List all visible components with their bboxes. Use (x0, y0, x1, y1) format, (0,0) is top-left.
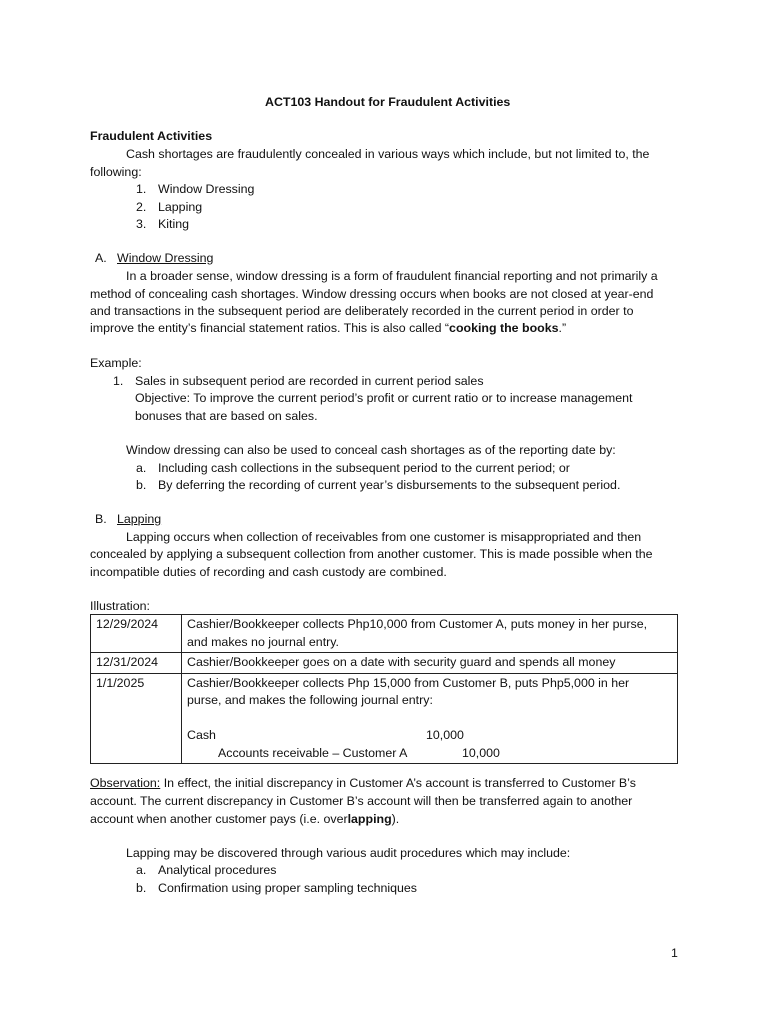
list-text: Confirmation using proper sampling techniques (158, 881, 417, 895)
journal-entry-credit (187, 745, 672, 763)
intro-paragraph-line-1: Cash shortages are fraudulently concealed in various ways which include, but not limited to, the (126, 147, 650, 161)
list-number: 1. (136, 182, 147, 196)
description-line: Cashier/Bookkeeper collects Php10,000 from Customer A, puts money in her purse, (187, 617, 648, 631)
credit-account: Accounts receivable – Customer A (218, 745, 408, 760)
list-text: Sales in subsequent period are recorded in current period sales (135, 374, 484, 388)
text-run: In effect, the initial discrepancy in Customer A’s account is transferred to Customer B’s (160, 776, 636, 790)
observation-line-1 (90, 775, 636, 791)
date-cell: 12/29/2024 (91, 615, 182, 653)
debit-amount: 10,000 (426, 728, 464, 742)
illustration-label: Illustration: (90, 599, 150, 613)
text-run: account when another customer pays (i.e. over (90, 812, 348, 826)
table-row (91, 673, 678, 764)
date-cell: 1/1/2025 (91, 673, 182, 764)
text-run: improve the entity’s financial statement ratios. This is also called “ (90, 321, 450, 335)
list-item (136, 216, 189, 232)
section-a-line-1: In a broader sense, window dressing is a form of fraudulent financial reporting and not primarily a (126, 269, 658, 283)
document-title: ACT103 Handout for Fraudulent Activities (265, 95, 511, 109)
discovery-intro: Lapping may be discovered through various audit procedures which may include: (126, 846, 571, 860)
illustration-table (90, 614, 678, 764)
section-a-line-4 (90, 320, 566, 336)
debit-account: Cash (187, 728, 216, 742)
section-letter: B. (95, 512, 107, 526)
intro-heading: Fraudulent Activities (90, 129, 213, 143)
journal-entry-debit (187, 727, 672, 745)
date-cell: 12/31/2024 (91, 653, 182, 674)
description-cell (182, 673, 678, 764)
list-text: Including cash collections in the subsequent period to the current period; or (158, 461, 570, 475)
credit-amount: 10,000 (462, 745, 500, 760)
table-row (91, 615, 678, 653)
emphasis-text: cooking the books (449, 321, 559, 335)
description-cell (182, 653, 678, 674)
section-a-line-2: method of concealing cash shortages. Window dressing occurs when books are not closed at year-end (90, 287, 654, 301)
table-row (91, 653, 678, 674)
list-text: Analytical procedures (158, 863, 277, 877)
objective-line-1: Objective: To improve the current period’s profit or current ratio or to increase management (135, 391, 633, 405)
list-item (136, 460, 570, 476)
list-number: 3. (136, 217, 147, 231)
list-item (136, 181, 254, 197)
section-a-line-3: and transactions in the subsequent period are deliberately recorded in the current period in order to (90, 304, 634, 318)
list-number: a. (136, 863, 147, 877)
observation-line-3 (90, 811, 399, 827)
description-line: Cashier/Bookkeeper collects Php 15,000 from Customer B, puts Php5,000 in her (187, 675, 630, 690)
list-number: 1. (113, 374, 124, 388)
section-a-heading (95, 250, 213, 266)
description-line: purse, and makes the following journal entry: (187, 693, 433, 707)
list-text: Lapping (158, 200, 203, 214)
list-text: Window Dressing (158, 182, 255, 196)
list-item (136, 862, 276, 878)
list-number: 2. (136, 200, 147, 214)
list-text: Kiting (158, 217, 189, 231)
section-title: Lapping (117, 512, 162, 526)
section-b-heading (95, 511, 161, 527)
objective-line-2: bonuses that are based on sales. (135, 409, 318, 423)
conceal-intro: Window dressing can also be used to conceal cash shortages as of the reporting date by: (126, 443, 616, 457)
observation-line-2: account. The current discrepancy in Customer B’s account will then be transferred again to another (90, 794, 633, 808)
section-letter: A. (95, 251, 107, 265)
list-item (136, 477, 620, 493)
description-cell (182, 615, 678, 653)
list-number: b. (136, 478, 147, 492)
observation-label: Observation: (90, 776, 161, 790)
example-label: Example: (90, 356, 142, 370)
list-number: a. (136, 461, 147, 475)
list-text: By deferring the recording of current year’s disbursements to the subsequent period. (158, 478, 621, 492)
section-title: Window Dressing (117, 251, 214, 265)
page-number: 1 (671, 946, 678, 960)
intro-paragraph-line-2: following: (90, 165, 142, 179)
list-number: b. (136, 881, 147, 895)
example-item (113, 373, 484, 389)
list-item (136, 880, 417, 896)
list-item (136, 199, 202, 215)
text-run: .” (558, 321, 567, 335)
text-run: ). (391, 812, 400, 826)
section-b-line-3: incompatible duties of recording and cash custody are combined. (90, 565, 447, 579)
description-line: and makes no journal entry. (187, 634, 339, 649)
section-b-line-2: concealed by applying a subsequent collection from another customer. This is made possible when the (90, 547, 653, 561)
description-line: Cashier/Bookkeeper goes on a date with security guard and spends all money (187, 655, 616, 669)
section-b-line-1: Lapping occurs when collection of receivables from one customer is misappropriated and then (126, 530, 642, 544)
emphasis-text: lapping (347, 812, 392, 826)
